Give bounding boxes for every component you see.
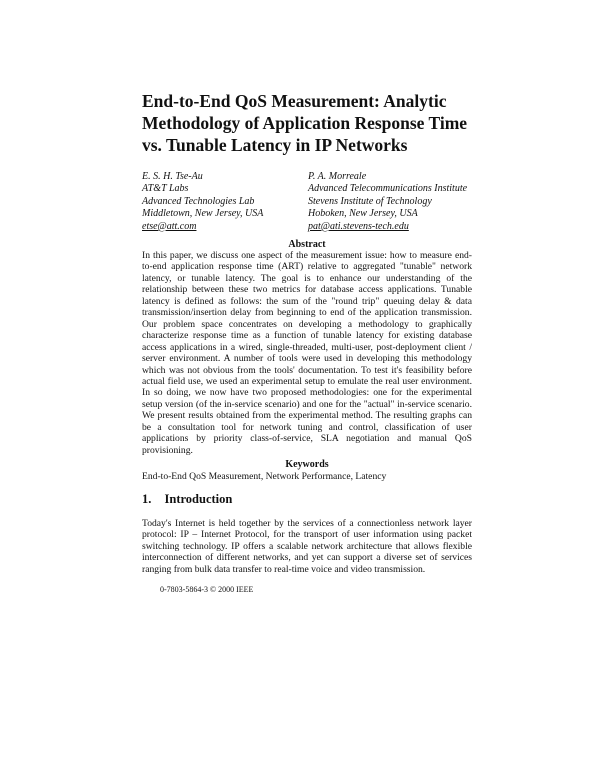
author-org: AT&T Labs [142, 183, 189, 195]
author-location: Middletown, New Jersey, USA [142, 208, 264, 220]
author-email-link[interactable]: etse@att.com [142, 220, 197, 232]
keywords-text: End-to-End QoS Measurement, Network Performance, Latency [142, 471, 387, 482]
author-location: Hoboken, New Jersey, USA [308, 208, 418, 220]
abstract-text: In this paper, we discuss one aspect of the measurement issue: how to measure end-to-end application response time (ART) relative to aggregated "tunable" network latency, or tunable latency. The goal is to enhance our understanding of the relationship between these two metrics for database access applications. Tunable latency is defined as follows: the sum of the "round trip" queuing delay & data transmission/insertion delay from beginning to end of the application transmission. Our problem space concentrates on developing a methodology to graphically characterize response time as a function of tunable latency for existing database access applications in a wired, single-threaded, multi-user, post-deployment client / server environment. A number of tools were used in developing this methodology which was not obvious from the tools' documentation. To test it's feasibility before actual field use, we used an experimental setup to emulate the real user environment. In so doing, we now have two proposed methodologies: one for the experimental setup version (of the in-service scenario) and one for the "actual" in-service scenario. We present results obtained from the experimental method. The resulting graphs can be a consultation tool for network tuning and control, classification of user applications by priority class-of-service, SLA negotiation and manual QoS provisioning. [142, 250, 472, 456]
paper-title [142, 90, 482, 156]
title-line: End-to-End QoS Measurement: Analytic [142, 91, 447, 111]
keywords-heading: Keywords [285, 459, 329, 470]
author-name: E. S. H. Tse-Au [142, 171, 203, 182]
section-heading [142, 492, 232, 507]
author-dept: Advanced Technologies Lab [142, 195, 255, 207]
intro-text: Today's Internet is held together by the services of a connectionless network layer protocol: IP – Internet Protocol, for the transport of user information using packet switching technology. IP offers a scalable network architecture that allows flexible interconnection of different networks, and yet can support a diverse set of services ranging from bulk data transfer to real-time voice and video transmission. [142, 518, 472, 575]
copyright-footer: 0-7803-5864-3 © 2000 IEEE [160, 585, 254, 594]
title-line: vs. Tunable Latency in IP Networks [142, 135, 408, 155]
section-number: 1. [142, 492, 152, 506]
author-name: P. A. Morreale [308, 171, 367, 182]
abstract-heading: Abstract [288, 239, 326, 250]
title-line: Methodology of Application Response Time [142, 113, 468, 133]
author-dept: Stevens Institute of Technology [308, 195, 432, 207]
author-email-link[interactable]: pat@ati.stevens-tech.edu [308, 220, 409, 232]
section-title: Introduction [164, 492, 233, 506]
author-block-2 [308, 171, 467, 233]
author-block-1 [142, 171, 263, 233]
author-org: Advanced Telecommunications Institute [308, 183, 468, 195]
